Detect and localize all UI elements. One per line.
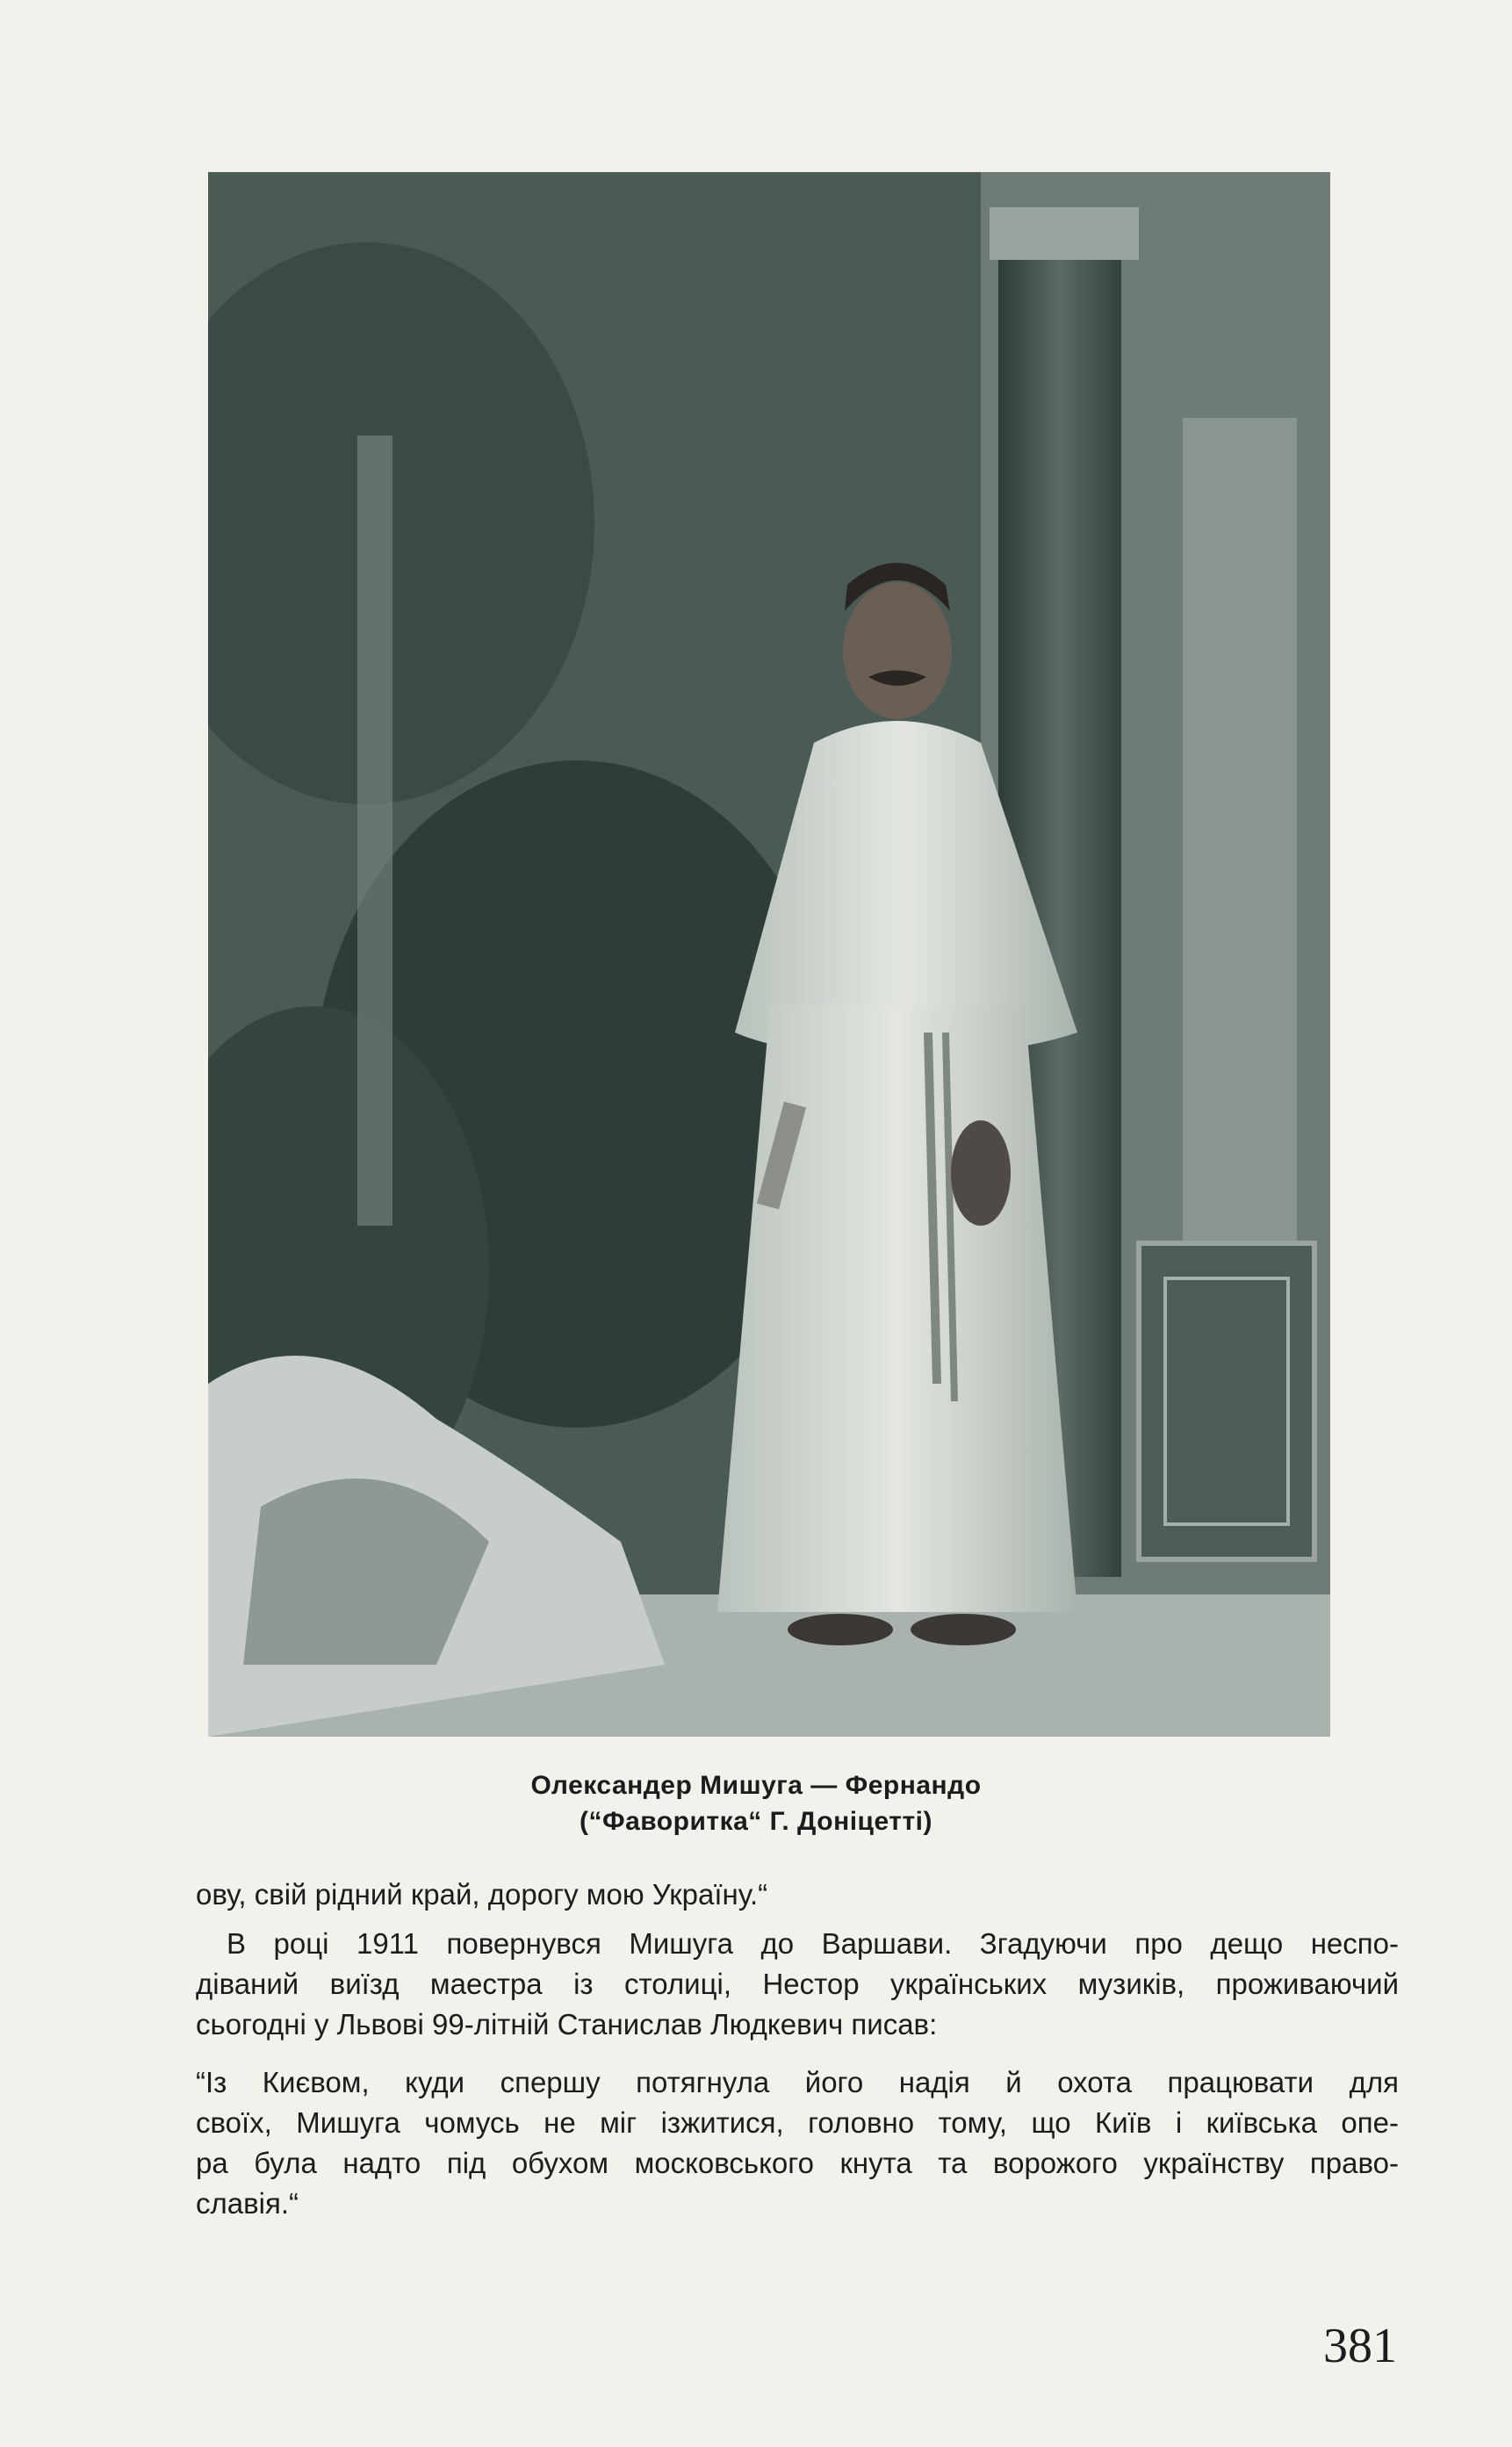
body-line: “Із Києвом, куди спершу потягнула його надія й охота працювати для xyxy=(196,2066,1399,2098)
body-line: своїх, Мишуга чомусь не міг ізжитися, головно тому, що Київ і київська опе- xyxy=(196,2106,1399,2139)
photo-caption-title: Олександер Мишуга — Фернандо xyxy=(530,1771,982,1800)
body-line: славія.“ xyxy=(196,2187,299,2220)
page-number: 381 xyxy=(1323,2319,1397,2373)
body-line: В році 1911 повернувся Мишуга до Варшави. Згадуючи про дещо неспо- xyxy=(227,1927,1399,1960)
body-line: сьогодні у Львові 99-літній Станислав Людкевич писав: xyxy=(196,2008,938,2040)
photo-caption-subtitle: (“Фаворитка“ Г. Доніцетті) xyxy=(579,1807,933,1836)
photo-scene xyxy=(208,172,1330,1737)
body-line: ову, свій рідний край, дорогу мою Україну.“ xyxy=(196,1878,768,1911)
body-line: діваний виїзд маестра із столиці, Нестор українських музиків, проживаючий xyxy=(196,1968,1399,2000)
body-line: ра була надто під обухом московського кнута та ворожого українству право- xyxy=(196,2147,1399,2179)
photograph-mishuga-as-fernando xyxy=(208,172,1330,1737)
